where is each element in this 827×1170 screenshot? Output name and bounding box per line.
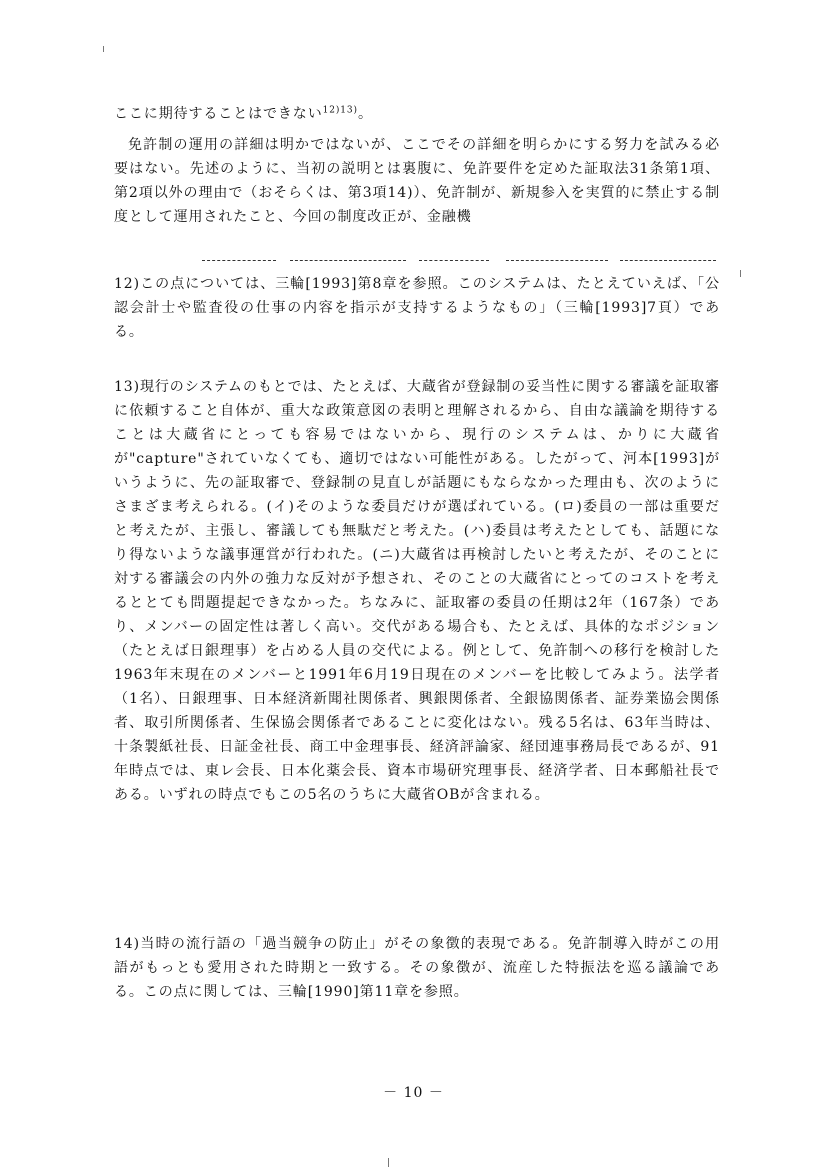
footnote-separator xyxy=(419,260,489,262)
footnote-12: 12)この点については、三輪[1993]第8章を参照。このシステムは、たとえていえば、「公認会計士や監査役の仕事の内容を指示が支持するようなもの」（三輪[1993]7頁）である。 xyxy=(114,276,720,340)
footnote-separator xyxy=(290,260,406,262)
footnote-separator xyxy=(620,260,716,262)
scan-mark xyxy=(103,46,104,52)
scan-mark xyxy=(740,270,741,277)
page-number: － 10 － xyxy=(383,1085,444,1101)
intro-end: 。 xyxy=(357,106,373,122)
footnote-14: 14)当時の流行語の「過当競争の防止」がその象徴的表現である。免許制導入時がこの用語がもっとも愛用された時期と一致する。その象徴が、流産した特振法を巡る議論である。この点に関しては、三輪[1990]第11章を参照。 xyxy=(114,936,720,1000)
footnote-separator xyxy=(506,260,608,262)
intro-line xyxy=(114,102,720,126)
intro-text: ここに期待することはできない xyxy=(114,106,323,122)
footnote-reference: 12)13) xyxy=(322,105,358,116)
scan-mark xyxy=(388,1158,389,1167)
footnote-separator xyxy=(202,260,276,262)
footnote-13: 13)現行のシステムのもとでは、たとえば、大蔵省が登録制の妥当性に関する審議を証取審に依頼すること自体が、重大な政策意図の表明と理解されるから、自由な議論を期待することは大蔵省にとっても容易ではないから、現行のシステムは、かりに大蔵省が"capture"されていなくても、適切ではない可能性がある。したがって、河本[1993]がいうように、先の証取審で、登録制の見直しが話題にもならなかった理由も、次のようにさまざま考えられる。(イ)そのような委員だけが選ばれている。(ロ)委員の一部は重要だと考えたが、主張し、審議しても無駄だと考えた。(ハ)委員は考えたとしても、話題になり得ないような議事運営が行われた。(ニ)大蔵省は再検討したいと考えたが、そのことに対する審議会の内外の強力な反対が予想され、そのことの大蔵省にとってのコストを考えるととても問題提起できなかった。ちなみに、証取審の委員の任期は2年（167条）であり、メンバーの固定性は著しく高い。交代がある場合も、たとえば、具体的なポジション（たとえば日銀理事）を占める人員の交代による。例として、免許制への移行を検討した1963年末現在のメンバーと1991年6月19日現在のメンバーを比較してみよう。法学者（1名）、日銀理事、日本経済新聞社関係者、興銀関係者、全銀協関係者、証券業協会関係者、取引所関係者、生保協会関係者であることに変化はない。残る5名は、63年当時は、十条製紙社長、日証金社長、商工中金理事長、経済評論家、経団連事務局長であるが、91年時点では、東レ会長、日本化薬会長、資本市場研究理事長、経済学者、日本郵船社長である。いずれの時点でもこの5名のうちに大蔵省OBが含まれる。 xyxy=(114,379,720,803)
main-paragraph: 免許制の運用の詳細は明かではないが、ここでその詳細を明らかにする努力を試みる必要はない。先述のように、当初の説明とは裏腹に、免許要件を定めた証取法31条第1項、第2項以外の理由で（おそらくは、第3項14)）、免許制が、新規参入を実質的に禁止する制度として運用されたこと、今回の制度改正が、金融機 xyxy=(114,137,720,225)
